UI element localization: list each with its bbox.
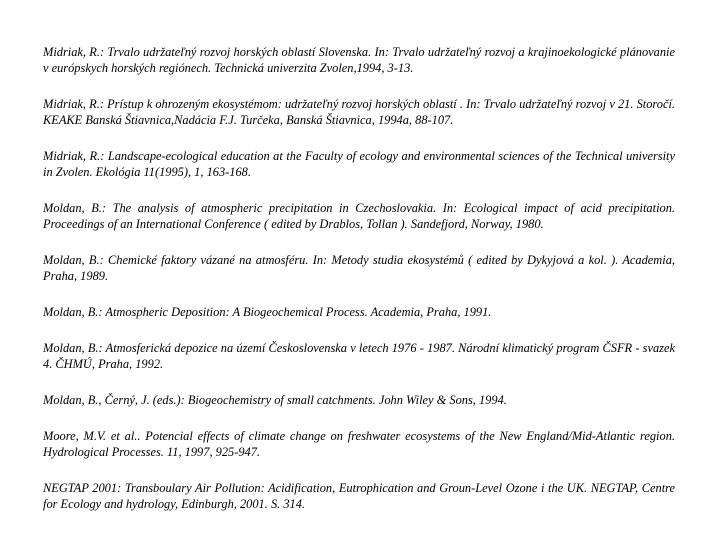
reference-moore-1997: Moore, M.V. et al.. Potencial effects of climate change on freshwater ecosystems of the New England/Mid-Atlantic region. Hydrological Processes. 11, 1997, 925-947. bbox=[43, 429, 675, 459]
reference-moldan-1980: Moldan, B.: The analysis of atmospheric precipitation in Czechoslovakia. In: Ecological impact of acid precipitation. Proceedings of an International Conference ( edited by Drablos, Tollan ). Sandefjord, Norway, 1980. bbox=[43, 201, 675, 231]
reference-midriak-1994: Midriak, R.: Trvalo udržateľný rozvoj horských oblastí Slovenska. In: Trvalo udržateľný rozvoj a krajinoekologické plánovanie v európskych horských regiónech. Technická univerzita Zvolen,1994, 3-13. bbox=[43, 45, 675, 75]
reference-list bbox=[43, 44, 675, 532]
reference-moldan-1989: Moldan, B.: Chemické faktory vázané na atmosféru. In: Metody studia ekosystémů ( edited by Dykyjová a kol. ). Academia, Praha, 1989. bbox=[43, 253, 675, 283]
reference-moldan-1991: Moldan, B.: Atmospheric Deposition: A Biogeochemical Process. Academia, Praha, 1991. bbox=[43, 305, 492, 319]
reference-midriak-1994a: Midriak, R.: Prístup k ohrozeným ekosystémom: udržateľný rozvoj horských oblastí . In: Trvalo udržateľný rozvoj v 21. Storočí. KEAKE Banská Štiavnica,Nadácia F.J. Turčeka, Banská Štiavnica, 1994a, 88-107. bbox=[43, 97, 675, 127]
reference-negtap-2001: NEGTAP 2001: Transboulary Air Pollution: Acidification, Eutrophication and Groun-Level Ozone i the UK. NEGTAP, Centre for Ecology and hydrology, Edinburgh, 2001. S. 314. bbox=[43, 481, 675, 511]
reference-moldan-cerny-1994: Moldan, B., Černý, J. (eds.): Biogeochemistry of small catchments. John Wiley & Sons, 1994. bbox=[43, 393, 507, 407]
reference-midriak-1995: Midriak, R.: Landscape-ecological education at the Faculty of ecology and environmental sciences of the Technical university in Zvolen. Ekológia 11(1995), 1, 163-168. bbox=[43, 149, 675, 179]
reference-moldan-1992: Moldan, B.: Atmosferická depozice na území Československa v letech 1976 - 1987. Národní klimatický program ČSFR - svazek 4. ČHMÚ, Praha, 1992. bbox=[43, 341, 675, 371]
